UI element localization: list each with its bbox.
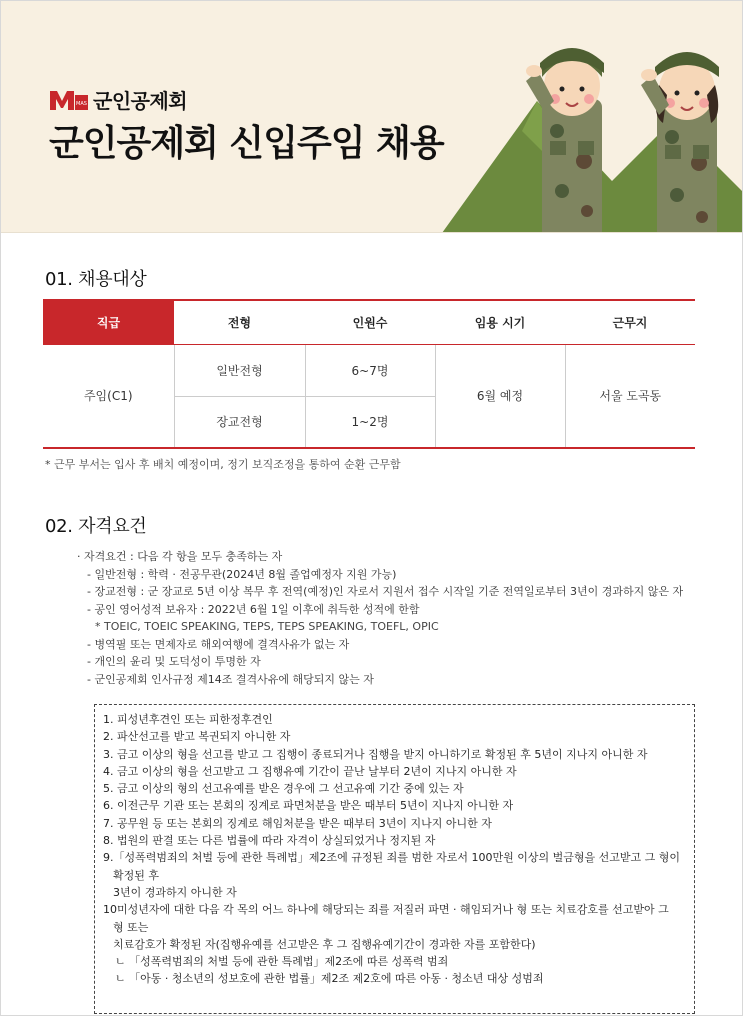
list-item: - 장교전형 : 군 장교로 5년 이상 복무 후 전역(예정)인 자로서 지원서 접수 시작일 기준 전역일로부터 3년이 경과하지 않은 자 — [87, 585, 684, 598]
section-title-recruitment: 01. 채용대상 — [45, 269, 147, 290]
soldiers-illustration — [442, 1, 742, 233]
list-item: 3. 금고 이상의 형을 선고를 받고 그 집행이 종료되거나 집행을 받지 아니하기로 확정된 후 5년이 지나지 아니한 자 — [103, 747, 648, 761]
list-item: · 자격요건 : 다음 각 항을 모두 충족하는 자 — [77, 550, 283, 563]
disqualification-box — [94, 704, 695, 1014]
header-type: 전형 — [174, 300, 305, 344]
cell-type: 장교전형 — [174, 396, 305, 448]
list-item: - 병역필 또는 면제자로 해외여행에 결격사유가 없는 자 — [87, 637, 350, 651]
list-item: * TOEIC, TOEIC SPEAKING, TEPS, TEPS SPEAKING, TOEFL, OPIC — [95, 620, 439, 633]
header-banner — [1, 1, 742, 233]
header-count: 인원수 — [305, 300, 435, 344]
cell-location: 서울 도곡동 — [565, 344, 695, 448]
list-item: 7. 공무원 등 또는 본회의 징계로 해임처분을 받은 때부터 3년이 지나지 아니한 자 — [103, 816, 492, 830]
list-item: 9.「성폭력범죄의 처벌 등에 관한 특례법」제2조에 규정된 죄를 범한 자로서 100만원 이상의 벌금형을 선고받고 그 형이 — [103, 851, 680, 865]
cell-count: 6~7명 — [305, 344, 435, 396]
list-item: ㄴ 「성폭력범죄의 처벌 등에 관한 특례법」제2조에 따른 성폭력 범죄 — [115, 955, 449, 969]
list-item: 치료감호가 확정된 자(집행유예를 선고받은 후 그 집행유예기간이 경과한 자를 포함한다) — [113, 937, 536, 951]
logo-mark-icon — [49, 89, 89, 111]
list-item: - 공인 영어성적 보유자 : 2022년 6월 1일 이후에 취득한 성적에 한함 — [87, 602, 420, 616]
cell-rank: 주임(C1) — [43, 344, 174, 448]
list-item: - 일반전형 : 학력 · 전공무관(2024년 8월 졸업예정자 지원 가능) — [87, 567, 397, 581]
logo-name: 군인공제회 — [93, 89, 188, 113]
list-item: 5. 금고 이상의 형의 선고유예를 받은 경우에 그 선고유예 기간 중에 있는 자 — [103, 782, 464, 796]
list-item: 8. 법원의 판결 또는 다른 법률에 따라 자격이 상실되었거나 정지된 자 — [103, 834, 436, 848]
cell-type: 일반전형 — [174, 344, 305, 396]
page-title: 군인공제회 신입주임 채용 — [49, 123, 444, 164]
header-rank: 직급 — [43, 300, 174, 344]
list-item: 형 또는 — [113, 920, 149, 934]
list-item: 2. 파산선고를 받고 복권되지 아니한 자 — [103, 730, 291, 744]
list-item: 1. 피성년후견인 또는 피한정후견인 — [103, 713, 273, 726]
list-item: 6. 이전근무 기관 또는 본회의 징계로 파면처분을 받은 때부터 5년이 지나지 아니한 자 — [103, 799, 514, 813]
list-item: 확정된 후 — [113, 868, 160, 882]
logo-mark-text: MAS — [76, 100, 87, 107]
list-item: 10미성년자에 대한 다음 각 목의 어느 하나에 해당되는 죄를 저질러 파면 · 해임되거나 형 또는 치료감호를 선고받아 그 — [103, 903, 669, 917]
brand-logo — [49, 85, 187, 114]
cell-count: 1~2명 — [305, 396, 435, 448]
table-header-row — [43, 300, 695, 344]
cell-timing: 6월 예정 — [435, 344, 565, 448]
header-location: 근무지 — [565, 300, 695, 344]
qualification-list — [77, 548, 717, 688]
table-row — [43, 344, 695, 396]
header-timing: 임용 시기 — [435, 300, 565, 344]
list-item: ㄴ 「아동 · 청소년의 성보호에 관한 법률」제2조 제2호에 따른 아동 · 청소년 대상 성범죄 — [115, 972, 544, 986]
recruitment-table — [43, 299, 695, 449]
assignment-note: * 근무 부서는 입사 후 배치 예정이며, 정기 보직조정을 통하여 순환 근무함 — [45, 458, 401, 471]
list-item: 3년이 경과하지 아니한 자 — [113, 885, 237, 899]
list-item: 4. 금고 이상의 형을 선고받고 그 집행유예 기간이 끝난 날부터 2년이 지나지 아니한 자 — [103, 764, 517, 778]
list-item: - 개인의 윤리 및 도덕성이 투명한 자 — [87, 655, 261, 668]
list-item: - 군인공제회 인사규정 제14조 결격사유에 해당되지 않는 자 — [87, 672, 374, 686]
section-title-qualifications: 02. 자격요건 — [45, 516, 147, 537]
